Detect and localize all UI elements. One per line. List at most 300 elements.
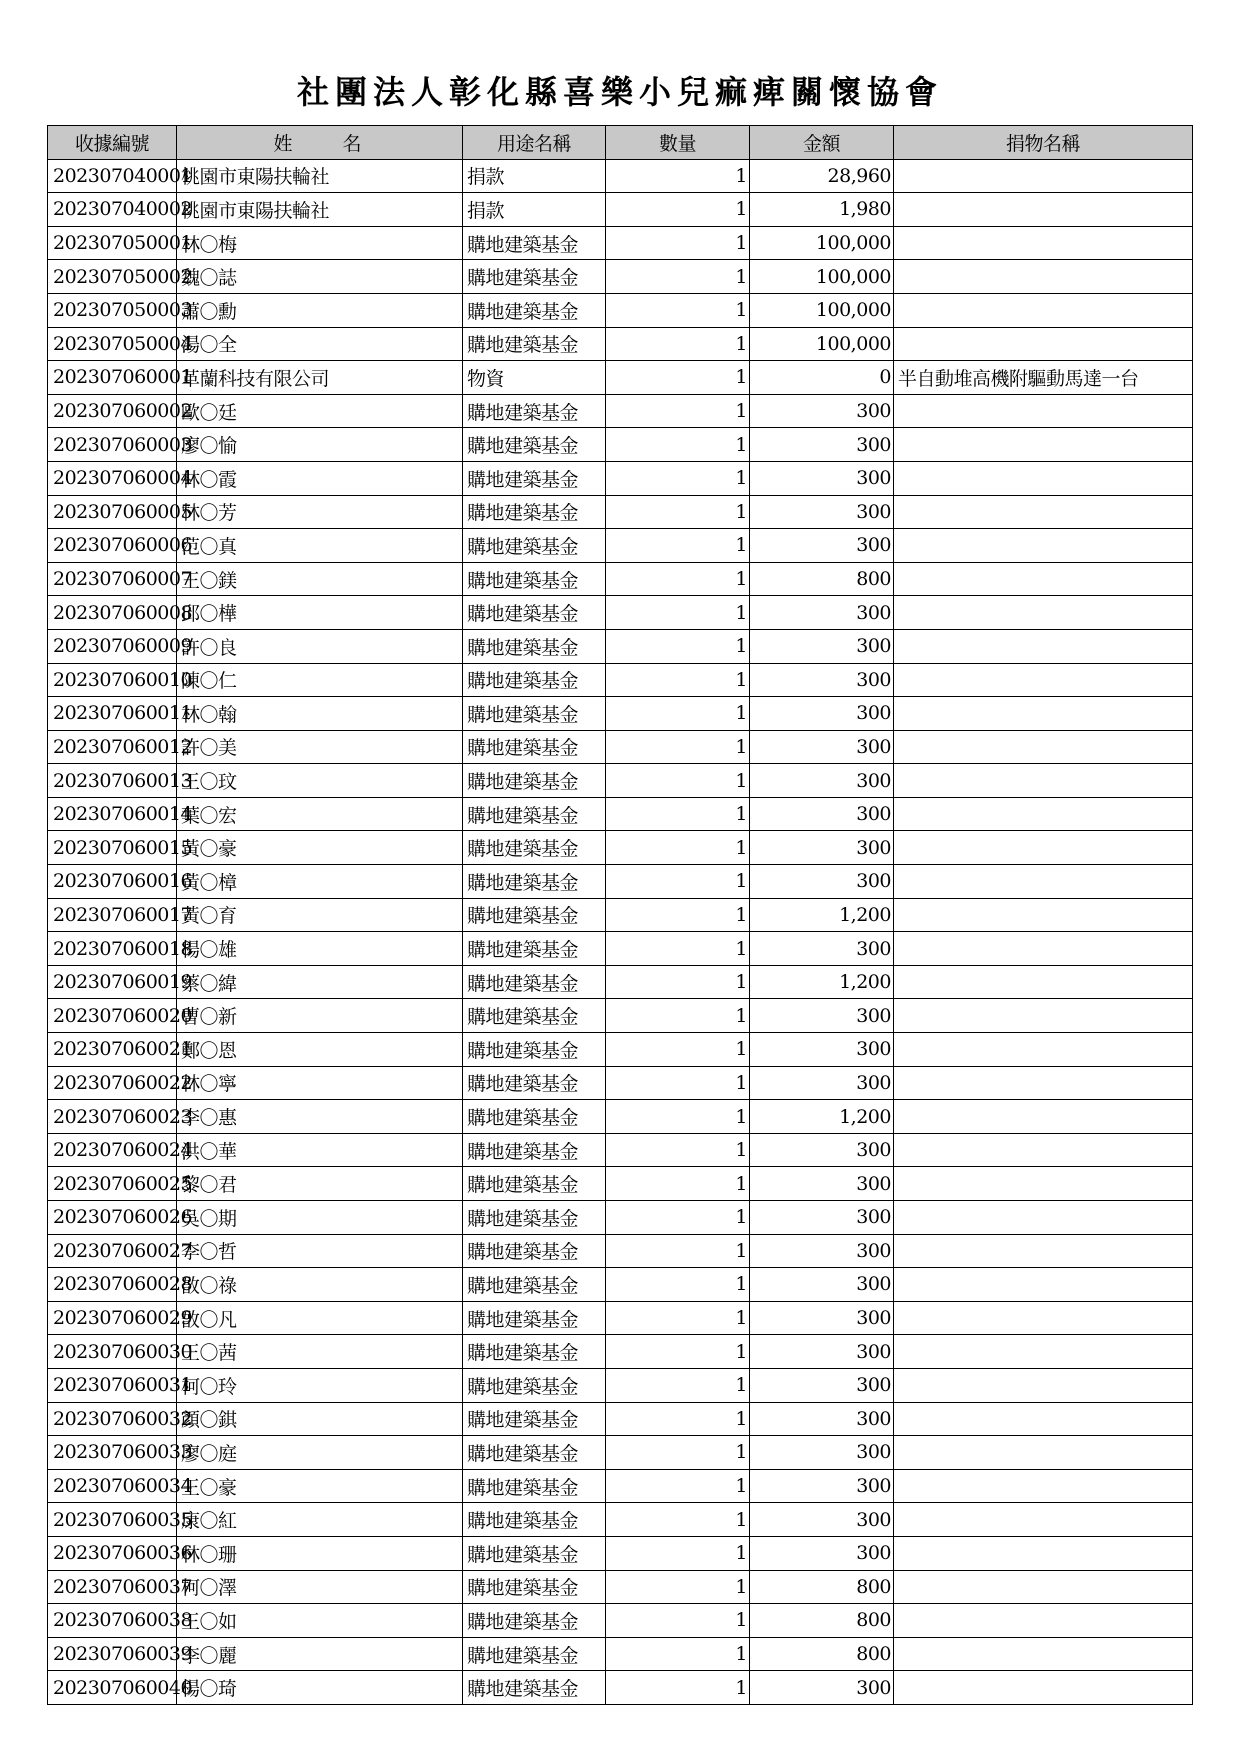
receipt-no-cell: 202307060020 bbox=[48, 999, 177, 1033]
purpose-cell: 購地建築基金 bbox=[463, 495, 606, 529]
amount-cell: 1,980 bbox=[750, 193, 894, 227]
quantity-cell: 1 bbox=[606, 1268, 750, 1302]
item-name-cell bbox=[894, 1637, 1193, 1671]
amount-cell: 800 bbox=[750, 1604, 894, 1638]
item-name-cell bbox=[894, 495, 1193, 529]
purpose-cell: 購地建築基金 bbox=[463, 1436, 606, 1470]
amount-cell: 800 bbox=[750, 562, 894, 596]
donor-name-cell: 廖〇庭 bbox=[177, 1436, 463, 1470]
amount-cell: 300 bbox=[750, 1268, 894, 1302]
table-row bbox=[48, 1066, 1193, 1100]
quantity-cell: 1 bbox=[606, 1637, 750, 1671]
donor-name-cell: 林〇寧 bbox=[177, 1066, 463, 1100]
purpose-cell: 購地建築基金 bbox=[463, 1637, 606, 1671]
quantity-cell: 1 bbox=[606, 1402, 750, 1436]
quantity-cell: 1 bbox=[606, 1066, 750, 1100]
table-row bbox=[48, 159, 1193, 193]
amount-cell: 28,960 bbox=[750, 159, 894, 193]
table-header-row bbox=[48, 126, 1193, 160]
amount-cell: 300 bbox=[750, 461, 894, 495]
amount-cell: 300 bbox=[750, 932, 894, 966]
receipt-no-cell: 202307060008 bbox=[48, 596, 177, 630]
amount-cell: 300 bbox=[750, 495, 894, 529]
quantity-cell: 1 bbox=[606, 1503, 750, 1537]
purpose-cell: 購地建築基金 bbox=[463, 1133, 606, 1167]
receipt-no-cell: 202307060027 bbox=[48, 1234, 177, 1268]
receipt-no-cell: 202307060013 bbox=[48, 764, 177, 798]
amount-cell: 100,000 bbox=[750, 327, 894, 361]
donor-name-cell: 林〇霞 bbox=[177, 461, 463, 495]
purpose-cell: 購地建築基金 bbox=[463, 965, 606, 999]
item-name-cell bbox=[894, 1033, 1193, 1067]
purpose-cell: 購地建築基金 bbox=[463, 898, 606, 932]
donor-name-cell: 葉〇宏 bbox=[177, 797, 463, 831]
table-row bbox=[48, 1570, 1193, 1604]
column-header-name: 姓 名 bbox=[177, 126, 463, 160]
column-header-receipt-no: 收據編號 bbox=[48, 126, 177, 160]
quantity-cell: 1 bbox=[606, 1100, 750, 1134]
table-row bbox=[48, 999, 1193, 1033]
item-name-cell bbox=[894, 1268, 1193, 1302]
item-name-cell bbox=[894, 831, 1193, 865]
purpose-cell: 物資 bbox=[463, 361, 606, 395]
amount-cell: 300 bbox=[750, 1301, 894, 1335]
receipt-no-cell: 202307060007 bbox=[48, 562, 177, 596]
table-row bbox=[48, 394, 1193, 428]
quantity-cell: 1 bbox=[606, 260, 750, 294]
item-name-cell bbox=[894, 1503, 1193, 1537]
column-header-item-name: 捐物名稱 bbox=[894, 126, 1193, 160]
amount-cell: 300 bbox=[750, 865, 894, 899]
table-row bbox=[48, 1637, 1193, 1671]
purpose-cell: 購地建築基金 bbox=[463, 327, 606, 361]
donor-name-cell: 黃〇樟 bbox=[177, 865, 463, 899]
donor-name-cell: 黃〇育 bbox=[177, 898, 463, 932]
item-name-cell bbox=[894, 529, 1193, 563]
amount-cell: 100,000 bbox=[750, 293, 894, 327]
donor-name-cell: 王〇如 bbox=[177, 1604, 463, 1638]
quantity-cell: 1 bbox=[606, 562, 750, 596]
table-row bbox=[48, 1536, 1193, 1570]
item-name-cell bbox=[894, 260, 1193, 294]
quantity-cell: 1 bbox=[606, 999, 750, 1033]
quantity-cell: 1 bbox=[606, 361, 750, 395]
item-name-cell bbox=[894, 1402, 1193, 1436]
amount-cell: 1,200 bbox=[750, 1100, 894, 1134]
donor-name-cell: 魏〇誌 bbox=[177, 260, 463, 294]
amount-cell: 1,200 bbox=[750, 898, 894, 932]
receipt-no-cell: 202307060014 bbox=[48, 797, 177, 831]
donor-name-cell: 康〇紅 bbox=[177, 1503, 463, 1537]
donor-name-cell: 王〇豪 bbox=[177, 1469, 463, 1503]
quantity-cell: 1 bbox=[606, 428, 750, 462]
item-name-cell bbox=[894, 1066, 1193, 1100]
quantity-cell: 1 bbox=[606, 1234, 750, 1268]
purpose-cell: 購地建築基金 bbox=[463, 1100, 606, 1134]
receipt-no-cell: 202307060021 bbox=[48, 1033, 177, 1067]
donor-name-cell: 王〇玟 bbox=[177, 764, 463, 798]
purpose-cell: 購地建築基金 bbox=[463, 1301, 606, 1335]
donor-name-cell: 鄭〇恩 bbox=[177, 1033, 463, 1067]
item-name-cell bbox=[894, 865, 1193, 899]
table-row bbox=[48, 226, 1193, 260]
purpose-cell: 購地建築基金 bbox=[463, 1368, 606, 1402]
item-name-cell bbox=[894, 1301, 1193, 1335]
item-name-cell bbox=[894, 932, 1193, 966]
quantity-cell: 1 bbox=[606, 293, 750, 327]
table-row bbox=[48, 1234, 1193, 1268]
amount-cell: 300 bbox=[750, 1503, 894, 1537]
table-row bbox=[48, 1368, 1193, 1402]
amount-cell: 300 bbox=[750, 1201, 894, 1235]
amount-cell: 300 bbox=[750, 1167, 894, 1201]
item-name-cell bbox=[894, 965, 1193, 999]
donor-name-cell: 黎〇君 bbox=[177, 1167, 463, 1201]
receipt-no-cell: 202307060038 bbox=[48, 1604, 177, 1638]
donor-name-cell: 顏〇錤 bbox=[177, 1402, 463, 1436]
receipt-no-cell: 202307060009 bbox=[48, 629, 177, 663]
amount-cell: 300 bbox=[750, 394, 894, 428]
donor-name-cell: 許〇美 bbox=[177, 730, 463, 764]
receipt-no-cell: 202307060033 bbox=[48, 1436, 177, 1470]
item-name-cell bbox=[894, 193, 1193, 227]
table-row bbox=[48, 1033, 1193, 1067]
purpose-cell: 購地建築基金 bbox=[463, 1604, 606, 1638]
donor-name-cell: 蕭〇勳 bbox=[177, 293, 463, 327]
purpose-cell: 購地建築基金 bbox=[463, 999, 606, 1033]
receipt-no-cell: 202307060012 bbox=[48, 730, 177, 764]
quantity-cell: 1 bbox=[606, 764, 750, 798]
quantity-cell: 1 bbox=[606, 1335, 750, 1369]
receipt-no-cell: 202307060016 bbox=[48, 865, 177, 899]
amount-cell: 300 bbox=[750, 1402, 894, 1436]
purpose-cell: 捐款 bbox=[463, 159, 606, 193]
table-row bbox=[48, 327, 1193, 361]
donor-name-cell: 林〇芳 bbox=[177, 495, 463, 529]
amount-cell: 800 bbox=[750, 1570, 894, 1604]
table-row bbox=[48, 1301, 1193, 1335]
purpose-cell: 購地建築基金 bbox=[463, 1201, 606, 1235]
purpose-cell: 購地建築基金 bbox=[463, 1469, 606, 1503]
table-row bbox=[48, 361, 1193, 395]
amount-cell: 0 bbox=[750, 361, 894, 395]
amount-cell: 300 bbox=[750, 1671, 894, 1705]
donor-name-cell: 李〇惠 bbox=[177, 1100, 463, 1134]
receipt-no-cell: 202307060004 bbox=[48, 461, 177, 495]
quantity-cell: 1 bbox=[606, 1133, 750, 1167]
table-row bbox=[48, 1604, 1193, 1638]
receipt-no-cell: 202307060035 bbox=[48, 1503, 177, 1537]
receipt-no-cell: 202307040001 bbox=[48, 159, 177, 193]
item-name-cell bbox=[894, 1167, 1193, 1201]
donor-name-cell: 敔〇凡 bbox=[177, 1301, 463, 1335]
donor-name-cell: 敔〇祿 bbox=[177, 1268, 463, 1302]
donor-name-cell: 桃園市東陽扶輪社 bbox=[177, 159, 463, 193]
quantity-cell: 1 bbox=[606, 394, 750, 428]
item-name-cell bbox=[894, 663, 1193, 697]
receipt-no-cell: 202307050002 bbox=[48, 260, 177, 294]
quantity-cell: 1 bbox=[606, 797, 750, 831]
quantity-cell: 1 bbox=[606, 831, 750, 865]
quantity-cell: 1 bbox=[606, 1469, 750, 1503]
receipt-no-cell: 202307060017 bbox=[48, 898, 177, 932]
donor-name-cell: 桃園市東陽扶輪社 bbox=[177, 193, 463, 227]
item-name-cell bbox=[894, 226, 1193, 260]
item-name-cell bbox=[894, 898, 1193, 932]
table-body bbox=[48, 159, 1193, 1704]
receipt-no-cell: 202307060040 bbox=[48, 1671, 177, 1705]
receipt-no-cell: 202307060036 bbox=[48, 1536, 177, 1570]
receipt-no-cell: 202307040002 bbox=[48, 193, 177, 227]
amount-cell: 300 bbox=[750, 428, 894, 462]
amount-cell: 300 bbox=[750, 1066, 894, 1100]
amount-cell: 300 bbox=[750, 1436, 894, 1470]
quantity-cell: 1 bbox=[606, 932, 750, 966]
purpose-cell: 購地建築基金 bbox=[463, 1335, 606, 1369]
item-name-cell bbox=[894, 461, 1193, 495]
donor-name-cell: 李〇麗 bbox=[177, 1637, 463, 1671]
amount-cell: 300 bbox=[750, 1469, 894, 1503]
item-name-cell bbox=[894, 327, 1193, 361]
purpose-cell: 購地建築基金 bbox=[463, 797, 606, 831]
table-row bbox=[48, 1671, 1193, 1705]
quantity-cell: 1 bbox=[606, 898, 750, 932]
item-name-cell bbox=[894, 1536, 1193, 1570]
quantity-cell: 1 bbox=[606, 730, 750, 764]
amount-cell: 300 bbox=[750, 629, 894, 663]
item-name-cell bbox=[894, 1604, 1193, 1638]
purpose-cell: 購地建築基金 bbox=[463, 1570, 606, 1604]
table-row bbox=[48, 730, 1193, 764]
item-name-cell bbox=[894, 730, 1193, 764]
amount-cell: 300 bbox=[750, 596, 894, 630]
item-name-cell bbox=[894, 999, 1193, 1033]
item-name-cell bbox=[894, 1671, 1193, 1705]
amount-cell: 300 bbox=[750, 1368, 894, 1402]
amount-cell: 300 bbox=[750, 697, 894, 731]
purpose-cell: 購地建築基金 bbox=[463, 1671, 606, 1705]
purpose-cell: 購地建築基金 bbox=[463, 293, 606, 327]
quantity-cell: 1 bbox=[606, 596, 750, 630]
donor-name-cell: 李〇哲 bbox=[177, 1234, 463, 1268]
purpose-cell: 購地建築基金 bbox=[463, 562, 606, 596]
donor-name-cell: 曹〇新 bbox=[177, 999, 463, 1033]
receipt-no-cell: 202307050001 bbox=[48, 226, 177, 260]
item-name-cell bbox=[894, 428, 1193, 462]
purpose-cell: 購地建築基金 bbox=[463, 1234, 606, 1268]
amount-cell: 300 bbox=[750, 797, 894, 831]
table-row bbox=[48, 1402, 1193, 1436]
amount-cell: 100,000 bbox=[750, 260, 894, 294]
column-header-purpose: 用途名稱 bbox=[463, 126, 606, 160]
purpose-cell: 購地建築基金 bbox=[463, 730, 606, 764]
donor-name-cell: 林〇翰 bbox=[177, 697, 463, 731]
quantity-cell: 1 bbox=[606, 1436, 750, 1470]
purpose-cell: 購地建築基金 bbox=[463, 865, 606, 899]
item-name-cell bbox=[894, 1133, 1193, 1167]
purpose-cell: 購地建築基金 bbox=[463, 596, 606, 630]
receipt-no-cell: 202307060018 bbox=[48, 932, 177, 966]
purpose-cell: 購地建築基金 bbox=[463, 1066, 606, 1100]
donor-name-cell: 林〇珊 bbox=[177, 1536, 463, 1570]
table-row bbox=[48, 193, 1193, 227]
column-header-quantity: 數量 bbox=[606, 126, 750, 160]
quantity-cell: 1 bbox=[606, 1201, 750, 1235]
column-header-amount: 金額 bbox=[750, 126, 894, 160]
item-name-cell bbox=[894, 1469, 1193, 1503]
donor-name-cell: 湯〇全 bbox=[177, 327, 463, 361]
receipt-no-cell: 202307060034 bbox=[48, 1469, 177, 1503]
purpose-cell: 購地建築基金 bbox=[463, 764, 606, 798]
donor-name-cell: 廖〇愉 bbox=[177, 428, 463, 462]
item-name-cell bbox=[894, 764, 1193, 798]
table-row bbox=[48, 1503, 1193, 1537]
table-row bbox=[48, 461, 1193, 495]
purpose-cell: 購地建築基金 bbox=[463, 226, 606, 260]
purpose-cell: 購地建築基金 bbox=[463, 1402, 606, 1436]
receipt-no-cell: 202307060001 bbox=[48, 361, 177, 395]
table-row bbox=[48, 831, 1193, 865]
table-row bbox=[48, 865, 1193, 899]
quantity-cell: 1 bbox=[606, 629, 750, 663]
amount-cell: 1,200 bbox=[750, 965, 894, 999]
item-name-cell bbox=[894, 562, 1193, 596]
quantity-cell: 1 bbox=[606, 865, 750, 899]
item-name-cell bbox=[894, 797, 1193, 831]
amount-cell: 300 bbox=[750, 529, 894, 563]
quantity-cell: 1 bbox=[606, 327, 750, 361]
table-row bbox=[48, 697, 1193, 731]
receipt-no-cell: 202307060025 bbox=[48, 1167, 177, 1201]
item-name-cell bbox=[894, 596, 1193, 630]
quantity-cell: 1 bbox=[606, 529, 750, 563]
item-name-cell bbox=[894, 1201, 1193, 1235]
purpose-cell: 購地建築基金 bbox=[463, 932, 606, 966]
receipt-no-cell: 202307060011 bbox=[48, 697, 177, 731]
donor-name-cell: 許〇良 bbox=[177, 629, 463, 663]
receipt-no-cell: 202307060002 bbox=[48, 394, 177, 428]
table-row bbox=[48, 1335, 1193, 1369]
receipt-no-cell: 202307060037 bbox=[48, 1570, 177, 1604]
table-row bbox=[48, 529, 1193, 563]
table-row bbox=[48, 562, 1193, 596]
receipt-no-cell: 202307060019 bbox=[48, 965, 177, 999]
item-name-cell bbox=[894, 1436, 1193, 1470]
table-row bbox=[48, 898, 1193, 932]
receipt-no-cell: 202307060005 bbox=[48, 495, 177, 529]
donor-name-cell: 柯〇玲 bbox=[177, 1368, 463, 1402]
purpose-cell: 購地建築基金 bbox=[463, 1536, 606, 1570]
item-name-cell bbox=[894, 394, 1193, 428]
item-name-cell bbox=[894, 697, 1193, 731]
item-name-cell bbox=[894, 1570, 1193, 1604]
quantity-cell: 1 bbox=[606, 226, 750, 260]
amount-cell: 100,000 bbox=[750, 226, 894, 260]
receipt-no-cell: 202307060010 bbox=[48, 663, 177, 697]
table-row bbox=[48, 1133, 1193, 1167]
donor-name-cell: 吳〇期 bbox=[177, 1201, 463, 1235]
receipt-no-cell: 202307060023 bbox=[48, 1100, 177, 1134]
quantity-cell: 1 bbox=[606, 1033, 750, 1067]
amount-cell: 300 bbox=[750, 1133, 894, 1167]
receipt-no-cell: 202307060028 bbox=[48, 1268, 177, 1302]
receipt-no-cell: 202307060024 bbox=[48, 1133, 177, 1167]
table-row bbox=[48, 596, 1193, 630]
donor-name-cell: 陳〇仁 bbox=[177, 663, 463, 697]
donor-name-cell: 革蘭科技有限公司 bbox=[177, 361, 463, 395]
receipt-no-cell: 202307050003 bbox=[48, 293, 177, 327]
receipt-no-cell: 202307060026 bbox=[48, 1201, 177, 1235]
table-row bbox=[48, 629, 1193, 663]
purpose-cell: 購地建築基金 bbox=[463, 394, 606, 428]
quantity-cell: 1 bbox=[606, 495, 750, 529]
table-row bbox=[48, 1100, 1193, 1134]
donor-name-cell: 洪〇華 bbox=[177, 1133, 463, 1167]
quantity-cell: 1 bbox=[606, 1570, 750, 1604]
donation-table bbox=[47, 125, 1193, 1705]
donor-name-cell: 黃〇豪 bbox=[177, 831, 463, 865]
table-row bbox=[48, 260, 1193, 294]
purpose-cell: 購地建築基金 bbox=[463, 697, 606, 731]
quantity-cell: 1 bbox=[606, 1167, 750, 1201]
table-row bbox=[48, 428, 1193, 462]
table-row bbox=[48, 797, 1193, 831]
quantity-cell: 1 bbox=[606, 1536, 750, 1570]
quantity-cell: 1 bbox=[606, 1368, 750, 1402]
table-row bbox=[48, 663, 1193, 697]
receipt-no-cell: 202307060030 bbox=[48, 1335, 177, 1369]
quantity-cell: 1 bbox=[606, 697, 750, 731]
amount-cell: 300 bbox=[750, 663, 894, 697]
table-row bbox=[48, 1436, 1193, 1470]
purpose-cell: 捐款 bbox=[463, 193, 606, 227]
table-row bbox=[48, 1201, 1193, 1235]
receipt-no-cell: 202307060029 bbox=[48, 1301, 177, 1335]
receipt-no-cell: 202307060032 bbox=[48, 1402, 177, 1436]
receipt-no-cell: 202307060006 bbox=[48, 529, 177, 563]
receipt-no-cell: 202307060015 bbox=[48, 831, 177, 865]
receipt-no-cell: 202307060031 bbox=[48, 1368, 177, 1402]
donor-name-cell: 歐〇廷 bbox=[177, 394, 463, 428]
donor-name-cell: 蔡〇緯 bbox=[177, 965, 463, 999]
table-row bbox=[48, 293, 1193, 327]
item-name-cell bbox=[894, 1368, 1193, 1402]
purpose-cell: 購地建築基金 bbox=[463, 428, 606, 462]
table-row bbox=[48, 764, 1193, 798]
quantity-cell: 1 bbox=[606, 1671, 750, 1705]
item-name-cell bbox=[894, 629, 1193, 663]
purpose-cell: 購地建築基金 bbox=[463, 1503, 606, 1537]
donor-name-cell: 王〇鎂 bbox=[177, 562, 463, 596]
amount-cell: 300 bbox=[750, 1335, 894, 1369]
amount-cell: 300 bbox=[750, 1033, 894, 1067]
item-name-cell bbox=[894, 1335, 1193, 1369]
purpose-cell: 購地建築基金 bbox=[463, 629, 606, 663]
quantity-cell: 1 bbox=[606, 663, 750, 697]
purpose-cell: 購地建築基金 bbox=[463, 1167, 606, 1201]
item-name-cell bbox=[894, 293, 1193, 327]
donor-name-cell: 楊〇雄 bbox=[177, 932, 463, 966]
receipt-no-cell: 202307060022 bbox=[48, 1066, 177, 1100]
purpose-cell: 購地建築基金 bbox=[463, 529, 606, 563]
donor-name-cell: 王〇茜 bbox=[177, 1335, 463, 1369]
purpose-cell: 購地建築基金 bbox=[463, 260, 606, 294]
donor-name-cell: 楊〇琦 bbox=[177, 1671, 463, 1705]
receipt-no-cell: 202307060039 bbox=[48, 1637, 177, 1671]
purpose-cell: 購地建築基金 bbox=[463, 831, 606, 865]
amount-cell: 300 bbox=[750, 1234, 894, 1268]
page-title: 社團法人彰化縣喜樂小兒痲痺關懷協會 bbox=[296, 73, 943, 111]
